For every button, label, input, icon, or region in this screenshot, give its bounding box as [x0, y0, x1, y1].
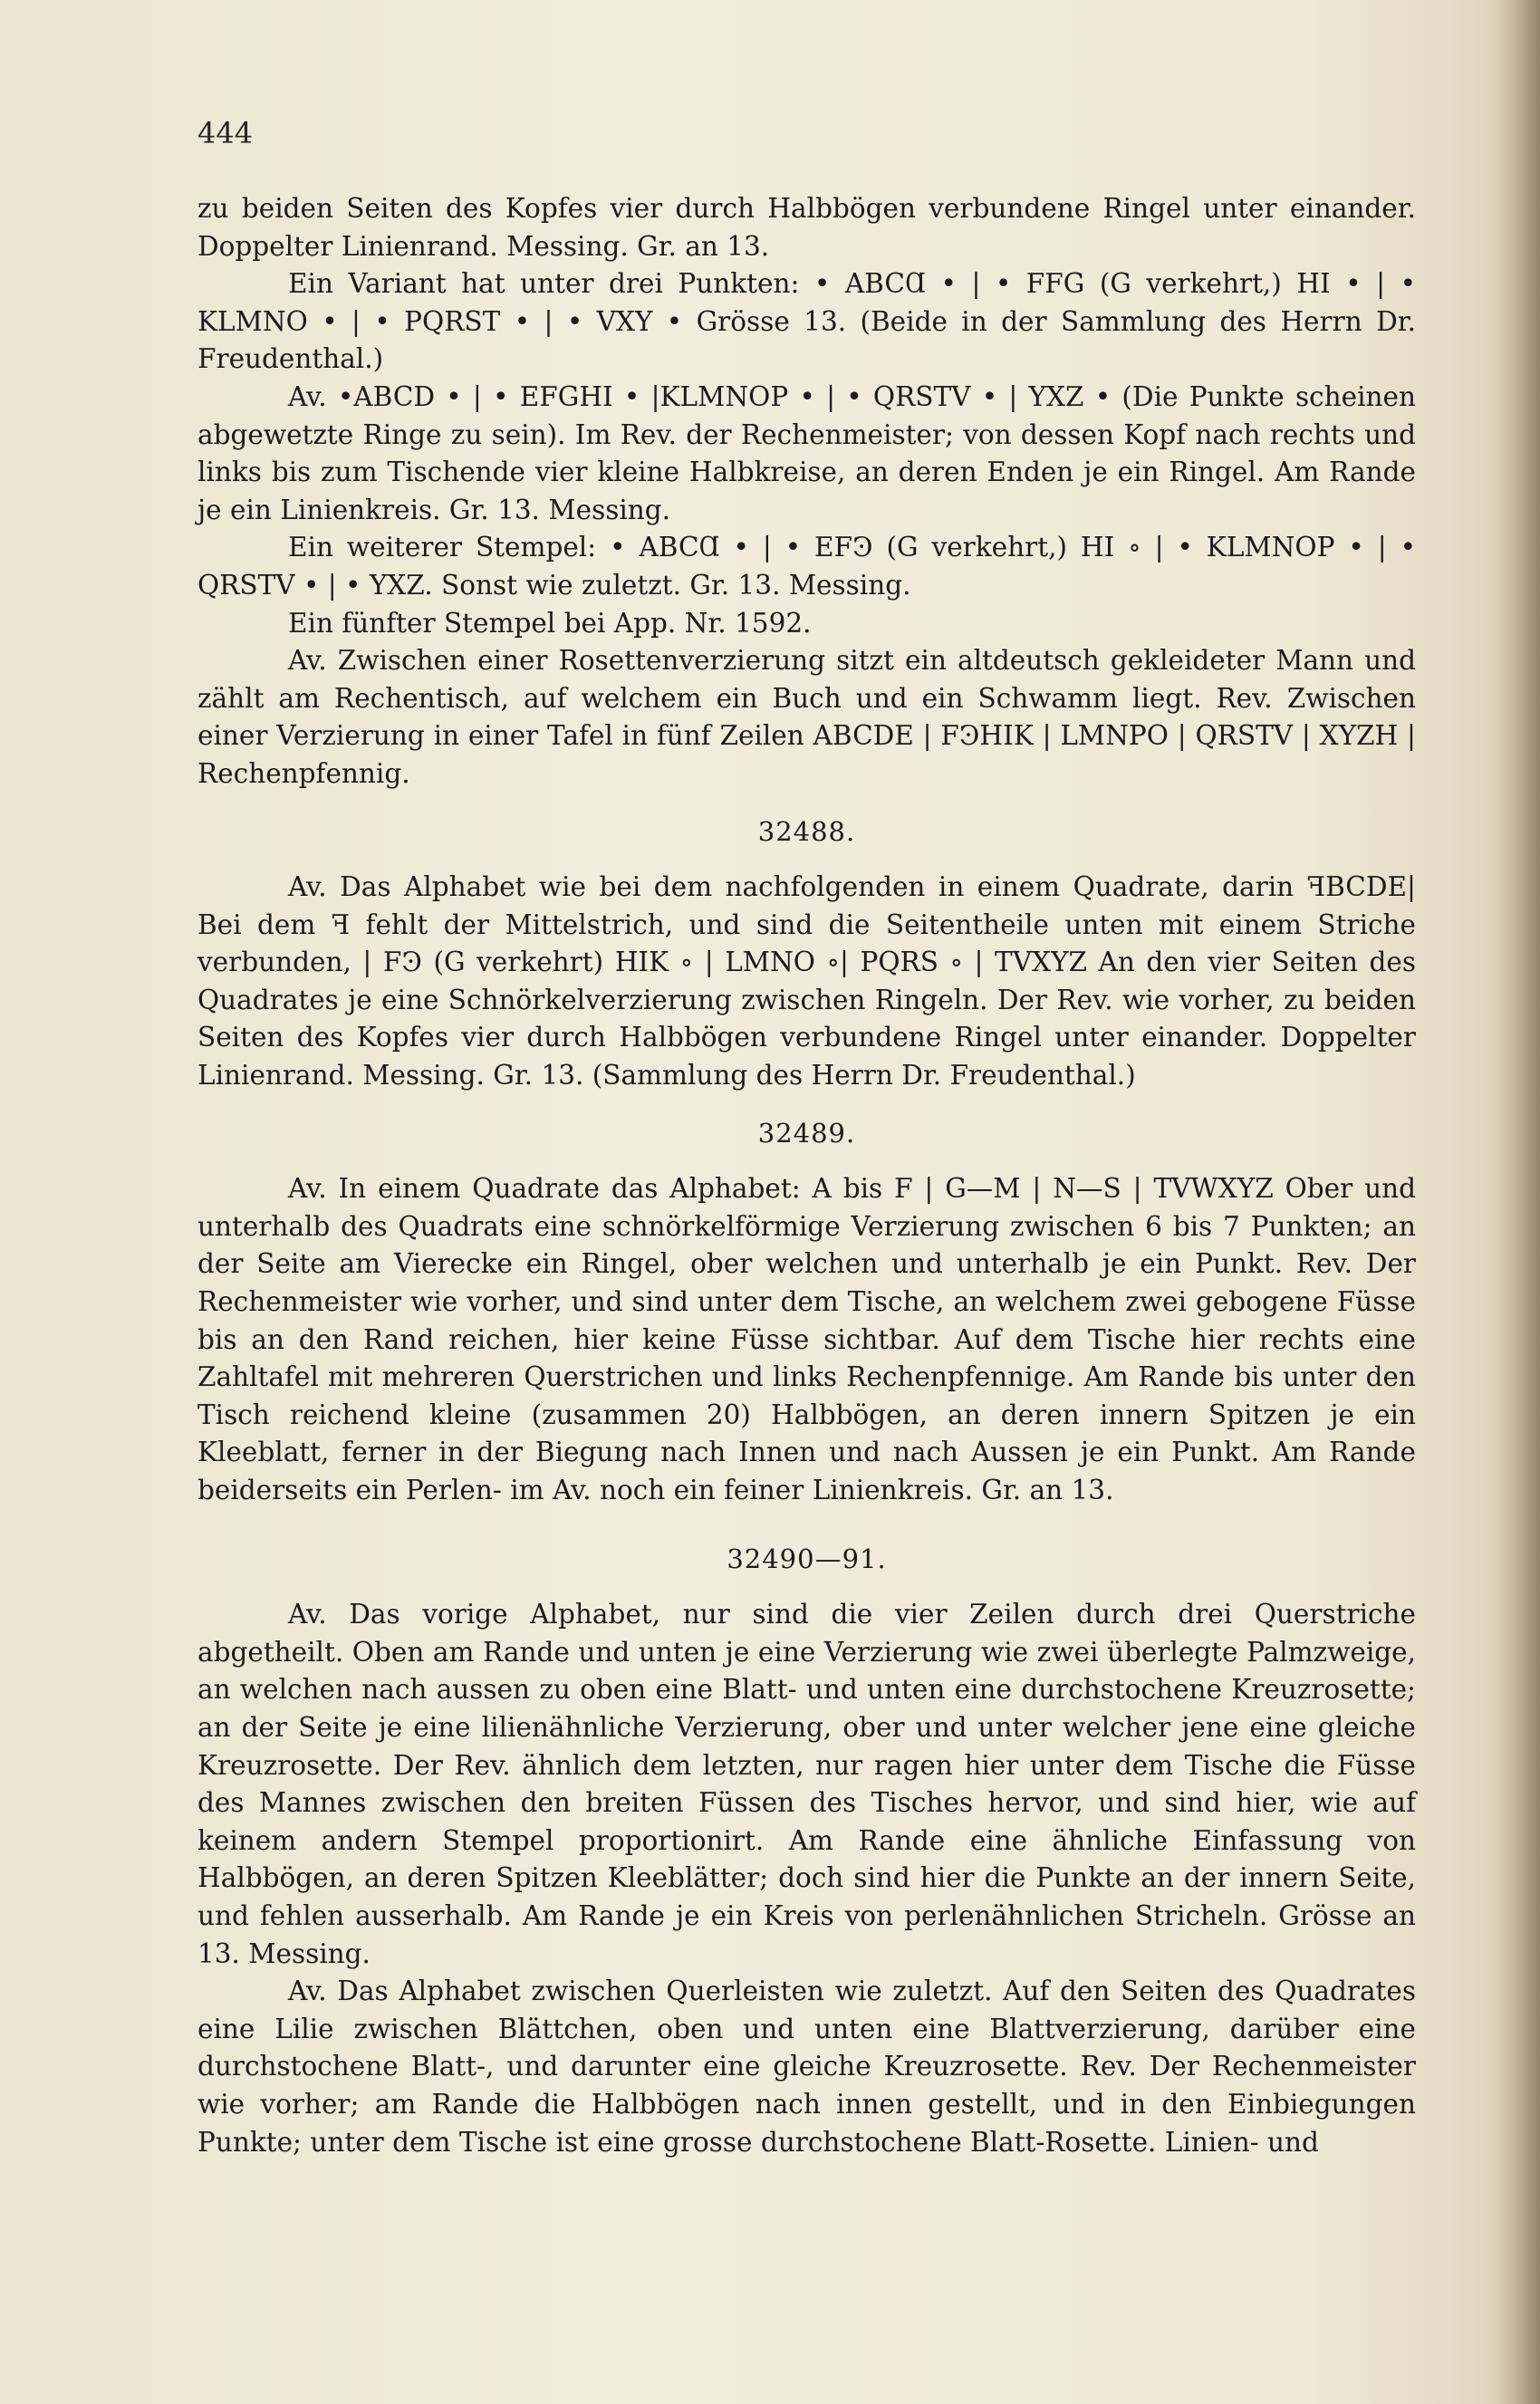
paragraph: Ein Variant hat unter drei Punkten: • ABCⱭ • | • FFG (G verkehrt,) HI • | • KLMNO • | • PQRST • | • VXY • Grösse 13. (Beide in der Sammlung des Herrn Dr. Freudenthal.)	[197, 268, 1416, 375]
entry-number-heading: 32489.	[757, 1117, 856, 1149]
paragraph: Av. •ABCD • | • EFGHI • |KLMNOP • | • QRSTV • | YXZ • (Die Punkte scheinen abgewetzte Ringe zu sein). Im Rev. der Rechenmeister; von dessen Kopf nach rechts und links bis zum Tischende vier kleine Halbkreise, an deren Enden je ein Ringel. Am Rande je ein Linienkreis. Gr. 13. Messing.	[197, 380, 1416, 525]
page-edge-shadow	[1498, 0, 1540, 2404]
page-number: 444	[197, 116, 254, 150]
paragraph: Av. Zwischen einer Rosettenverzierung sitzt ein altdeutsch gekleideter Mann und zählt am Rechentisch, auf welchem ein Buch und ein Schwamm liegt. Rev. Zwischen einer Verzierung in einer Tafel in fünf Zeilen ABCDE | FϿHIK | LMNPO | QRSTV | XYZH | Rechenpfennig.	[197, 645, 1416, 789]
page-body	[197, 190, 1416, 2161]
paragraph: Av. Das vorige Alphabet, nur sind die vier Zeilen durch drei Querstriche abgetheilt. Oben am Rande und unten je eine Verzierung wie zwei überlegte Palmzweige, an welchen nach aussen zu oben eine Blatt- und unten eine durchstochene Kreuzrosette; an der Seite je eine lilienähnliche Verzierung, ober und unter welcher jene eine gleiche Kreuzrosette. Der Rev. ähnlich dem letzten, nur ragen hier unter dem Tische die Füsse des Mannes zwischen den breiten Füssen des Tisches hervor, und sind hier, wie auf keinem andern Stempel proportionirt. Am Rande eine ähnliche Einfassung von Halbbögen, an deren Spitzen Kleeblätter; doch sind hier die Punkte an der innern Seite, und fehlen ausserhalb. Am Rande je ein Kreis von perlenähnlichen Stricheln. Grösse an 13. Messing.	[197, 1599, 1416, 1969]
paragraph: Ein weiterer Stempel: • ABCⱭ • | • EFϿ (G verkehrt,) HI ∘ | • KLMNOP • | • QRSTV • | • YXZ. Sonst wie zuletzt. Gr. 13. Messing.	[197, 532, 1416, 601]
paragraph: Av. Das Alphabet wie bei dem nachfolgenden in einem Quadrate, darin ꟻBCDE| Bei dem ꟻ fehlt der Mittelstrich, und sind die Seitentheile unten mit einem Striche verbunden, | FϿ (G verkehrt) HIK ∘ | LMNO ∘| PQRS ∘ | TVXYZ An den vier Seiten des Quadrates je eine Schnörkelverzierung zwischen Ringeln. Der Rev. wie vorher, zu beiden Seiten des Kopfes vier durch Halbbögen verbundene Ringel unter einander. Doppelter Linienrand. Messing. Gr. 13. (Sammlung des Herrn Dr. Freudenthal.)	[197, 871, 1416, 1091]
paragraph: Av. Das Alphabet zwischen Querleisten wie zuletzt. Auf den Seiten des Quadrates eine Lilie zwischen Blättchen, oben und unten eine Blattverzierung, darüber eine durchstochene Blatt-, und darunter eine gleiche Kreuzrosette. Rev. Der Rechenmeister wie vorher; am Rande die Halbbögen nach innen gestellt, und in den Einbiegungen Punkte; unter dem Tische ist eine grosse durchstochene Blatt-Rosette. Linien- und	[197, 1976, 1416, 2158]
entry-number-heading: 32490—91.	[727, 1543, 887, 1574]
entry-number-heading: 32488.	[757, 815, 856, 847]
paragraph: Av. In einem Quadrate das Alphabet: A bis F | G—M | N—S | TVWXYZ Ober und unterhalb des Quadrats eine schnörkelförmige Verzierung zwischen 6 bis 7 Punkten; an der Seite am Vierecke ein Ringel, ober welchen und unterhalb je ein Punkt. Rev. Der Rechenmeister wie vorher, und sind unter dem Tische, an welchem zwei gebogene Füsse bis an den Rand reichen, hier keine Füsse sichtbar. Auf dem Tische hier rechts eine Zahltafel mit mehreren Querstrichen und links Rechenpfennige. Am Rande bis unter den Tisch reichend kleine (zusammen 20) Halbbögen, an deren innern Spitzen je ein Kleeblatt, ferner in der Biegung nach Innen und nach Aussen je ein Punkt. Am Rande beiderseits ein Perlen- im Av. noch ein feiner Linienkreis. Gr. an 13.	[197, 1173, 1416, 1505]
paragraph: zu beiden Seiten des Kopfes vier durch Halbbögen verbundene Ringel unter einander. Doppelter Linienrand. Messing. Gr. an 13.	[197, 193, 1416, 262]
paragraph: Ein fünfter Stempel bei App. Nr. 1592.	[288, 607, 812, 639]
